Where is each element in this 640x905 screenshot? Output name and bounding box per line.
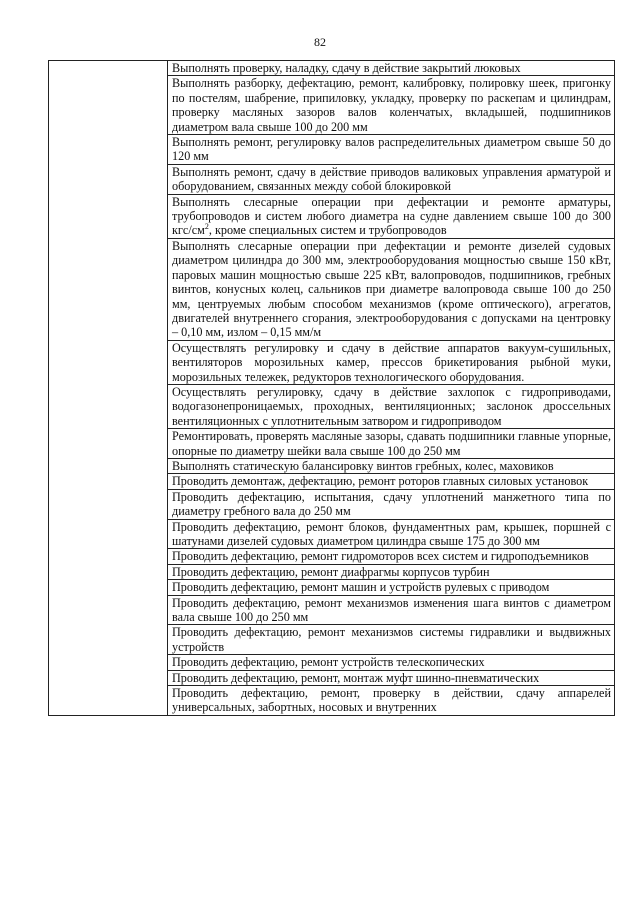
table-cell: Проводить дефектацию, ремонт устройств телескопических: [168, 655, 615, 670]
superscript: 2: [204, 222, 209, 232]
table-cell: Выполнять статическую балансировку винтов гребных, колес, маховиков: [168, 458, 615, 473]
left-empty-column: [49, 61, 168, 716]
table-cell: Осуществлять регулировку и сдачу в действие аппаратов вакуум-сушильных, вентиляторов морозильных камер, прессов брикетирования рыбной муки, морозильных тележек, редукторов технологического оборудования.: [168, 340, 615, 384]
table-cell: [168, 194, 615, 238]
table-cell-text-tail: , кроме специальных систем и трубопроводов: [208, 223, 447, 238]
table-cell: Выполнять слесарные операции при дефектации и ремонте дизелей судовых диаметром цилиндра до 300 мм, электрооборудования мощностью свыше 150 кВт, паровых машин мощностью свыше 225 кВт, валопроводов, подшипников, гребных винтов, конусных колец, сальников при диаметре валопровода свыше 100 до 250 мм, центруемых любым способом механизмов (кроме оптического), агрегатов, двигателей внутреннего сгорания, электрооборудования с допусками на центровку – 0,10 мм, излом – 0,15 мм/м: [168, 238, 615, 340]
table-cell: Проводить дефектацию, ремонт, монтаж муфт шинно-пневматических: [168, 670, 615, 685]
table-cell: Проводить дефектацию, испытания, сдачу уплотнений манжетного типа по диаметру гребного вала до 250 мм: [168, 489, 615, 519]
table-cell: Проводить демонтаж, дефектацию, ремонт роторов главных силовых установок: [168, 474, 615, 489]
table-cell: Выполнять ремонт, регулировку валов распределительных диаметром свыше 50 до 120 мм: [168, 135, 615, 165]
table-cell: Проводить дефектацию, ремонт механизмов изменения шага винтов с диаметром вала свыше 100 до 250 мм: [168, 595, 615, 625]
table-row: [49, 61, 615, 76]
table-cell: Ремонтировать, проверять масляные зазоры, сдавать подшипники главные упорные, опорные по диаметру шейки вала свыше 100 до 250 мм: [168, 429, 615, 459]
table-cell: Осуществлять регулировку, сдачу в действие захлопок с гидроприводами, водогазонепроницаемых, проходных, вентиляционных; заслонок дроссельных вентиляционных с уплотнительным затвором и гидроприводом: [168, 384, 615, 428]
table-cell: Проводить дефектацию, ремонт механизмов системы гидравлики и выдвижных устройств: [168, 625, 615, 655]
table-cell: Выполнять проверку, наладку, сдачу в действие закрытий люковых: [168, 61, 615, 76]
table-cell: Выполнять разборку, дефектацию, ремонт, калибровку, полировку шеек, пригонку по постелям, шабрение, припиловку, укладку, проверку по раскепам и цилиндрам, проверку масляных зазоров валов коленчатых, вкладышей, подшипников диаметром вала свыше 100 до 200 мм: [168, 76, 615, 135]
table-cell: Проводить дефектацию, ремонт блоков, фундаментных рам, крышек, поршней с шатунами дизелей судовых диаметром цилиндра свыше 175 до 300 мм: [168, 519, 615, 549]
table-cell: Проводить дефектацию, ремонт, проверку в действии, сдачу аппарелей универсальных, забортных, носовых и внутренних: [168, 686, 615, 716]
page-number: 82: [314, 35, 326, 49]
table-cell-text: Выполнять слесарные операции при дефектации и ремонте арматуры, трубопроводов и систем любого диаметра на судне давлением свыше 100 до 300 кгс/см: [172, 194, 611, 238]
table-cell: Проводить дефектацию, ремонт гидромоторов всех систем и гидроподъемников: [168, 549, 615, 564]
table-cell: Проводить дефектацию, ремонт машин и устройств рулевых с приводом: [168, 580, 615, 595]
table-cell: Проводить дефектацию, ремонт диафрагмы корпусов турбин: [168, 564, 615, 579]
table-cell: Выполнять ремонт, сдачу в действие приводов валиковых управления арматурой и оборудованием, связанных между собой блокировкой: [168, 164, 615, 194]
job-functions-table: [48, 60, 615, 716]
